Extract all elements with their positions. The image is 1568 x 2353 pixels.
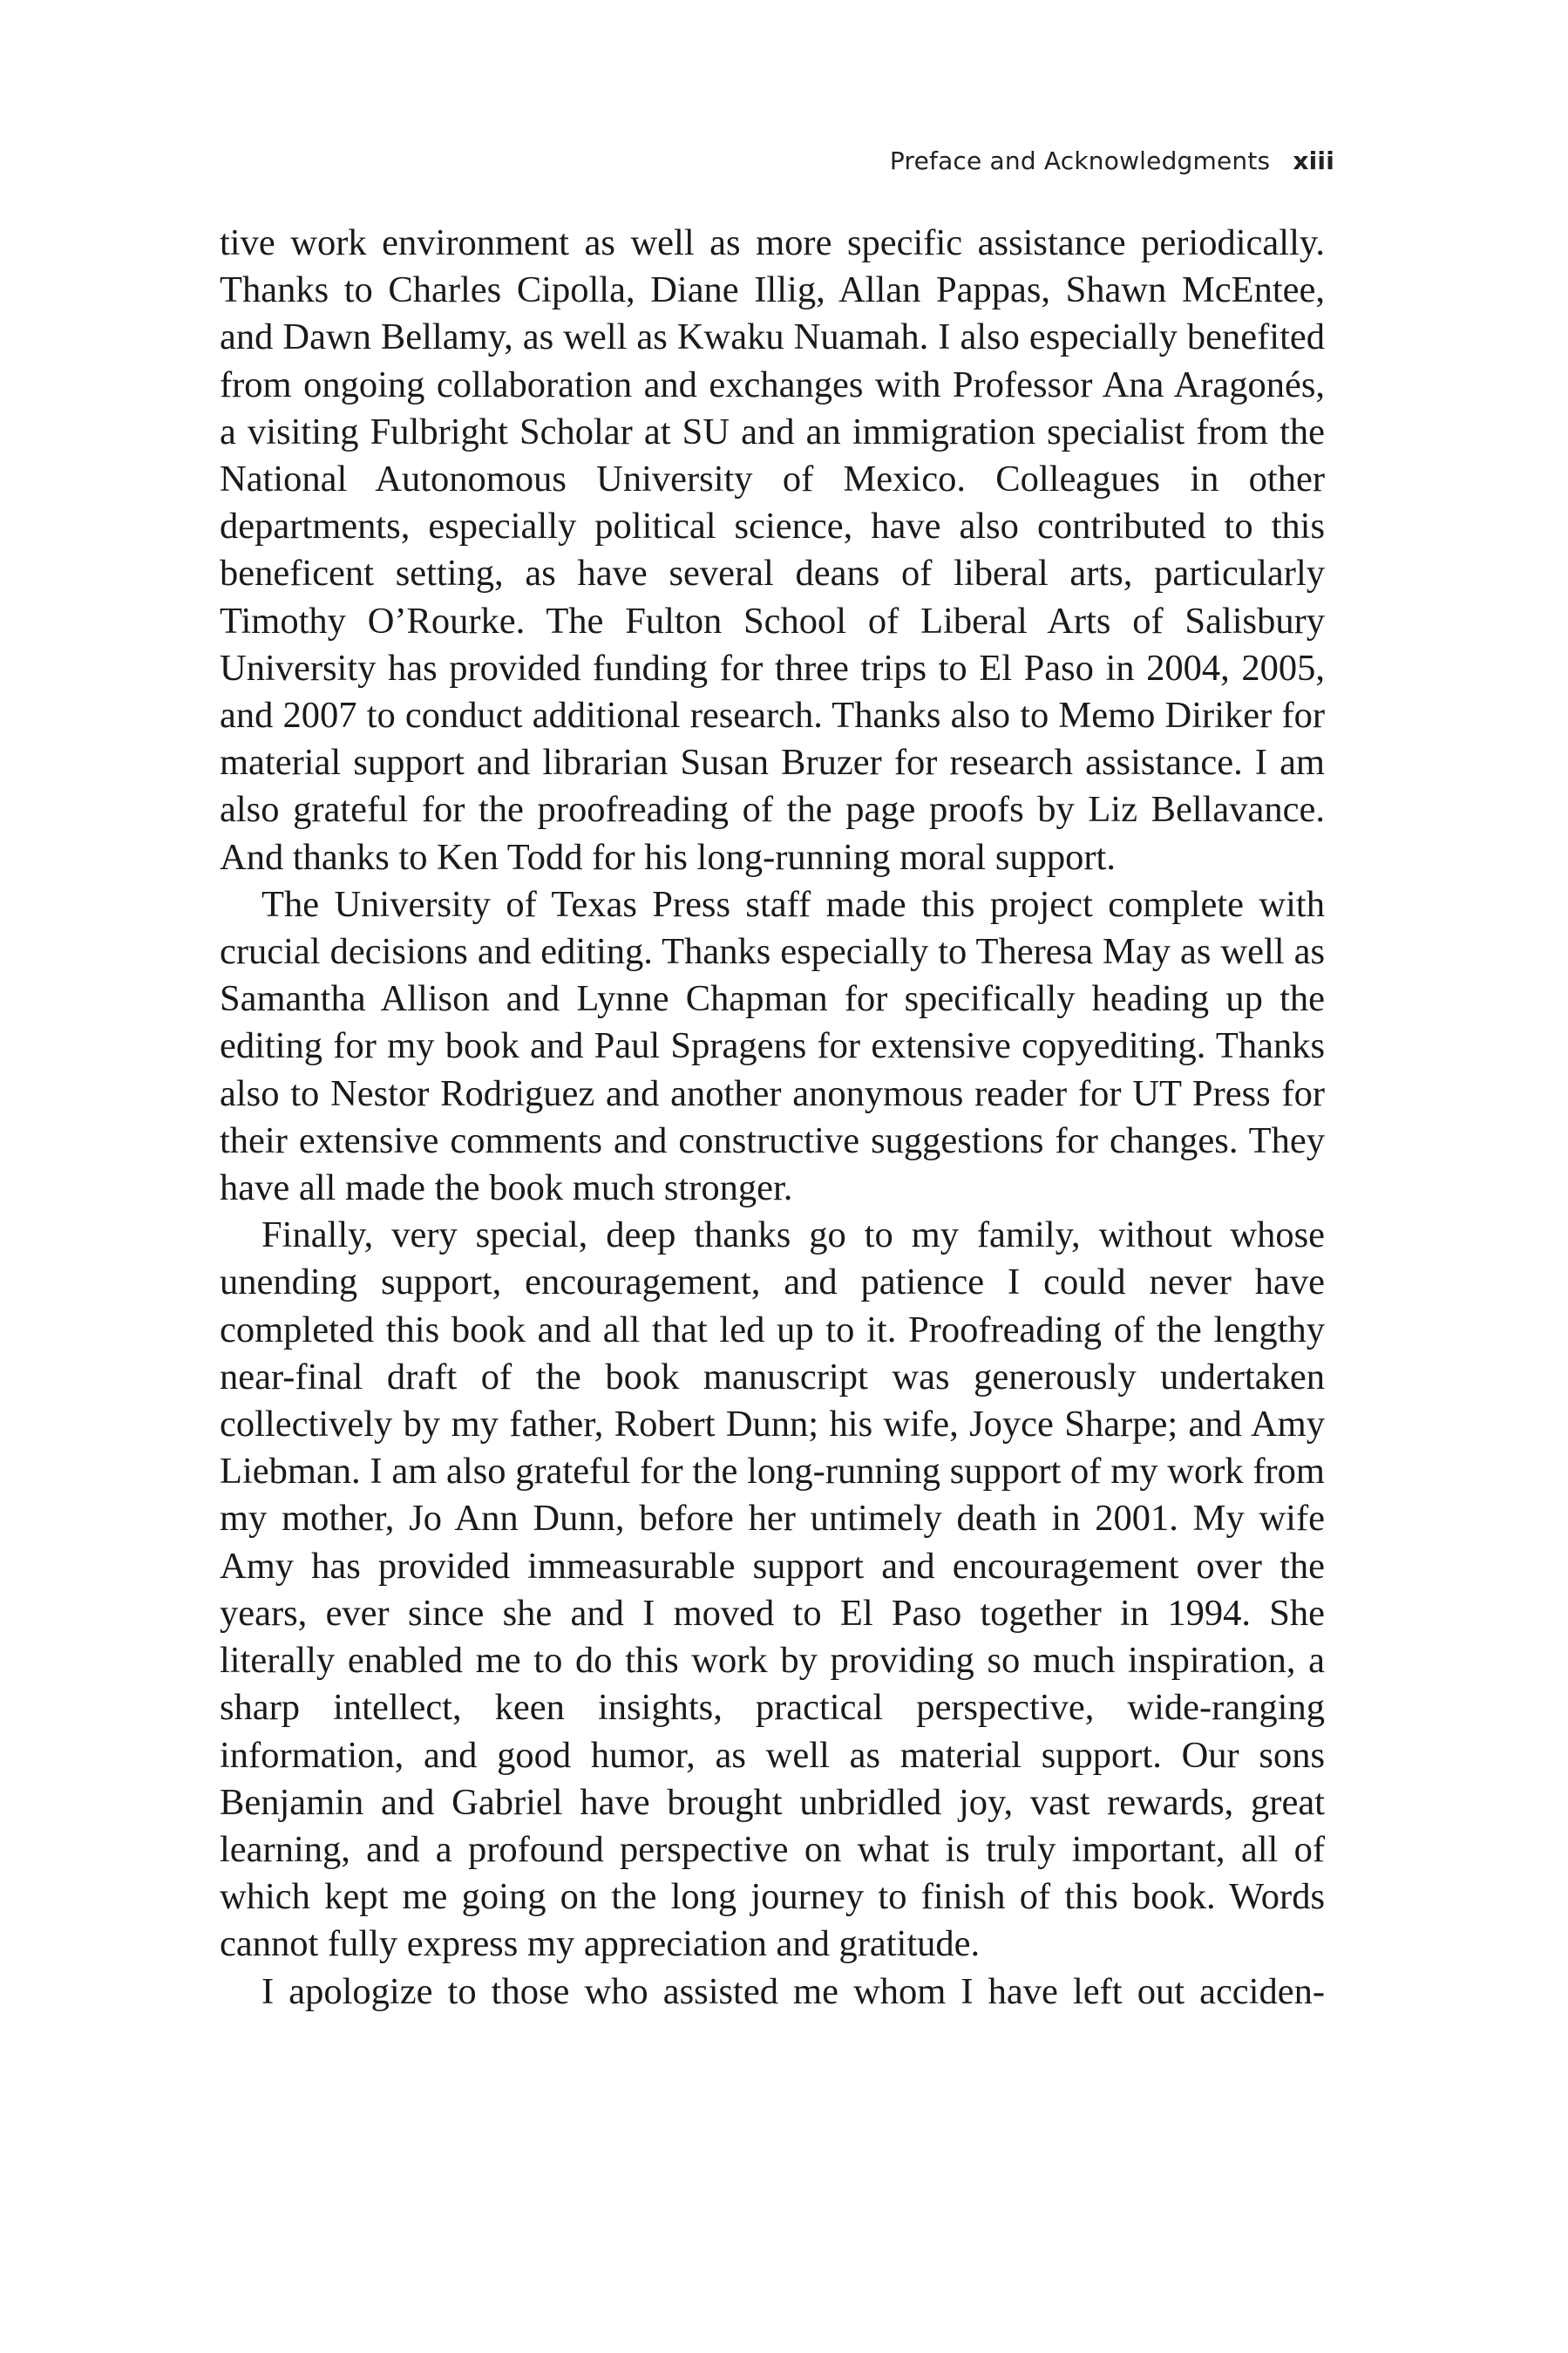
paragraph-continued: tive work environment as well as more specific assistance periodically. Thanks to Charles Cipolla, Diane Illig, Allan Pappas, Shawn McEntee, and Dawn Bellamy, as well as Kwaku Nuamah. I also especially benefited from ongoing collaboration and exchanges with Professor Ana Aragonés, a visiting Fulbright Scholar at SU and an immigration specialist from the National Autonomous University of Mexico. Colleagues in other departments, especially political science, have also contributed to this beneficent setting, as have several deans of liberal arts, particularly Timothy O’Rourke. The Fulton School of Liberal Arts of Salisbury University has provided funding for three trips to El Paso in 2004, 2005, and 2007 to conduct additional research. Thanks also to Memo Diriker for material support and librarian Susan Bruzer for research assistance. I am also grateful for the proofreading of the page proofs by Liz Bellavance. And thanks to Ken Todd for his long-running moral support.	[220, 222, 1325, 878]
paragraph-ut-press: The University of Texas Press staff made this project complete with crucial decisions and editing. Thanks especially to Theresa May as well as Samantha Allison and Lynne Chapman for specifically heading up the editing for my book and Paul Spragens for extensive copyediting. Thanks also to Nestor Rodriguez and another anonymous reader for UT Press for their extensive comments and constructive suggestions for changes. They have all made the book much stronger.	[220, 883, 1325, 1209]
paragraph-family: Finally, very special, deep thanks go to my family, without whose unending support, encouragement, and patience I could never have completed this book and all that led up to it. Proofreading of the lengthy near-final draft of the book manuscript was generously undertaken collectively by my father, Robert Dunn; his wife, Joyce Sharpe; and Amy Liebman. I am also grateful for the long-running support of my work from my mother, Jo Ann Dunn, before her untimely death in 2001. My wife Amy has provided immeasurable support and encouragement over the years, ever since she and I moved to El Paso together in 1994. She literally enabled me to do this work by providing so much inspiration, a sharp intellect, keen insights, practical perspective, wide-ranging information, and good humor, as well as material support. Our sons Benjamin and Gabriel have brought unbridled joy, vast rewards, great learning, and a profound perspective on what is truly important, all of which kept me going on the long journey to finish of this book. Words cannot fully express my appreciation and gratitude.	[220, 1214, 1325, 1965]
running-head	[890, 146, 1334, 175]
running-head-title: Preface and Acknowledgments	[889, 146, 1271, 175]
page-number: xiii	[1293, 146, 1334, 175]
paragraph-apology: I apologize to those who assisted me whom I have left out acciden-	[261, 1970, 1325, 2012]
body-text	[220, 220, 1325, 2016]
